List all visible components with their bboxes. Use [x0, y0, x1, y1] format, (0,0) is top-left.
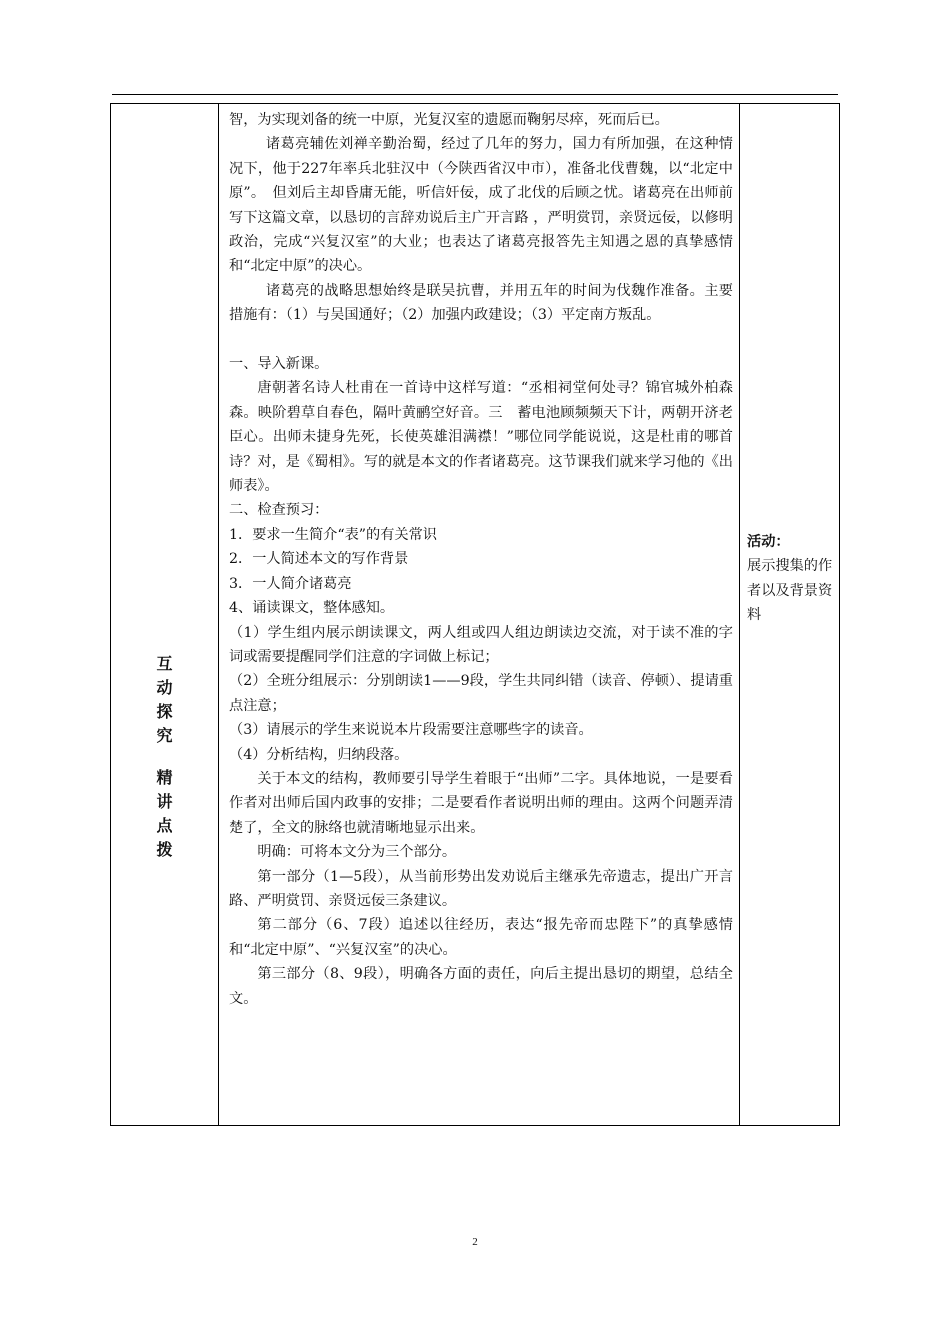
blank-line — [229, 328, 733, 352]
content-paragraph: 第二部分（6、7段）追述以往经历，表达“报先帝而忠陛下”的真挚感情和“北定中原”、“兴复汉室”的决心。 — [229, 917, 733, 958]
section-label-char: 究 — [156, 726, 173, 745]
main-content — [229, 108, 733, 1011]
page-number: 2 — [472, 1236, 478, 1248]
section-label-char: 拨 — [156, 840, 173, 859]
content-paragraph: 明确：可将本文分为三个部分。 — [257, 844, 457, 861]
content-paragraph: （4）分析结构，归纳段落。 — [229, 746, 409, 763]
content-paragraph: 智，为实现刘备的统一中原，光复汉室的遗愿而鞠躬尽瘁，死而后已。 — [229, 112, 669, 128]
header-rule — [112, 94, 838, 95]
side-note-title: 活动： — [747, 534, 790, 550]
section-label-char: 讲 — [156, 792, 173, 811]
section-label — [111, 652, 218, 862]
section-label-char: 探 — [156, 702, 173, 721]
content-paragraph: 诸葛亮辅佐刘禅辛勤治蜀，经过了几年的努力，国力有所加强，在这种情况下，他于227年率兵北驻汉中（今陕西省汉中市），准备北伐曹魏，以“北定中原”。 但刘后主却昏庸无能，听信奸佞，成了北伐的后顾之忧。诸葛亮在出师前写下这篇文章，以恳切的言辞劝说后主广开言路 ，严明赏罚，亲贤远佞，以修明政治，完成“兴复汉室”的大业；也表达了诸葛亮报答先主知遇之恩的真挚感情和“北定中原”的决心。 — [229, 136, 733, 275]
section-label-char: 精 — [156, 768, 173, 787]
column-divider-right — [739, 104, 740, 1125]
content-paragraph: 第一部分（1—5段），从当前形势出发劝说后主继承先帝遗志，提出广开言路、严明赏罚、亲贤远佞三条建议。 — [229, 868, 733, 909]
content-paragraph: 唐朝著名诗人杜甫在一首诗中这样写道：“丞相祠堂何处寻？锦官城外柏森森。映阶碧草自春色，隔叶黄鹂空好音。三 蓄电池顾频频天下计，两朝开济老臣心。出师未捷身先死，长使英雄泪满襟！”哪位同学能说说，这是杜甫的哪首诗？对，是《蜀相》。写的就是本文的作者诸葛亮。这节课我们就来学习他的《出师表》。 — [229, 380, 733, 495]
content-paragraph: （2）全班分组展示：分别朗读1——9段，学生共同纠错（读音、停顿）、提请重点注意； — [229, 673, 733, 714]
side-note-text: 展示搜集的作者以及背景资料 — [747, 558, 833, 624]
section-label-top — [111, 652, 218, 748]
content-paragraph: 关于本文的结构，教师要引导学生着眼于“出师”二字。具体地说，一是要看作者对出师后国内政事的安排；二是要看作者说明出师的理由。这两个问题弄清楚了，全文的脉络也就清晰地显示出来。 — [229, 770, 733, 836]
content-paragraph: 4、诵读课文，整体感知。 — [229, 600, 395, 617]
content-paragraph: 诸葛亮的战略思想始终是联吴抗曹，并用五年的时间为伐魏作准备。主要措施有：（1）与吴国通好；（2）加强内政建设；（3）平定南方叛乱。 — [229, 282, 733, 324]
content-paragraph: 2．一人简述本文的写作背景 — [229, 551, 409, 568]
lesson-table — [110, 103, 840, 1126]
content-paragraph: 1．要求一生简介“表”的有关常识 — [229, 526, 437, 543]
column-divider-left — [218, 104, 219, 1125]
side-note — [747, 530, 835, 628]
content-paragraph: 一、导入新课。 — [229, 356, 329, 373]
content-paragraph: （3）请展示的学生来说说本片段需要注意哪些字的读音。 — [229, 722, 593, 739]
section-label-bottom — [111, 766, 218, 862]
section-label-char: 互 — [156, 654, 173, 673]
content-paragraph: （1）学生组内展示朗读课文，两人组或四人组边朗读边交流，对于读不准的字词或需要提醒同学们注意的字词做上标记； — [229, 624, 733, 665]
content-paragraph: 二、检查预习： — [229, 502, 329, 519]
content-paragraph: 3．一人简介诸葛亮 — [229, 575, 352, 592]
content-paragraph: 第三部分（8、9段），明确各方面的责任，向后主提出恳切的期望，总结全文。 — [229, 966, 733, 1007]
section-label-char: 动 — [156, 678, 173, 697]
section-label-char: 点 — [156, 816, 173, 835]
